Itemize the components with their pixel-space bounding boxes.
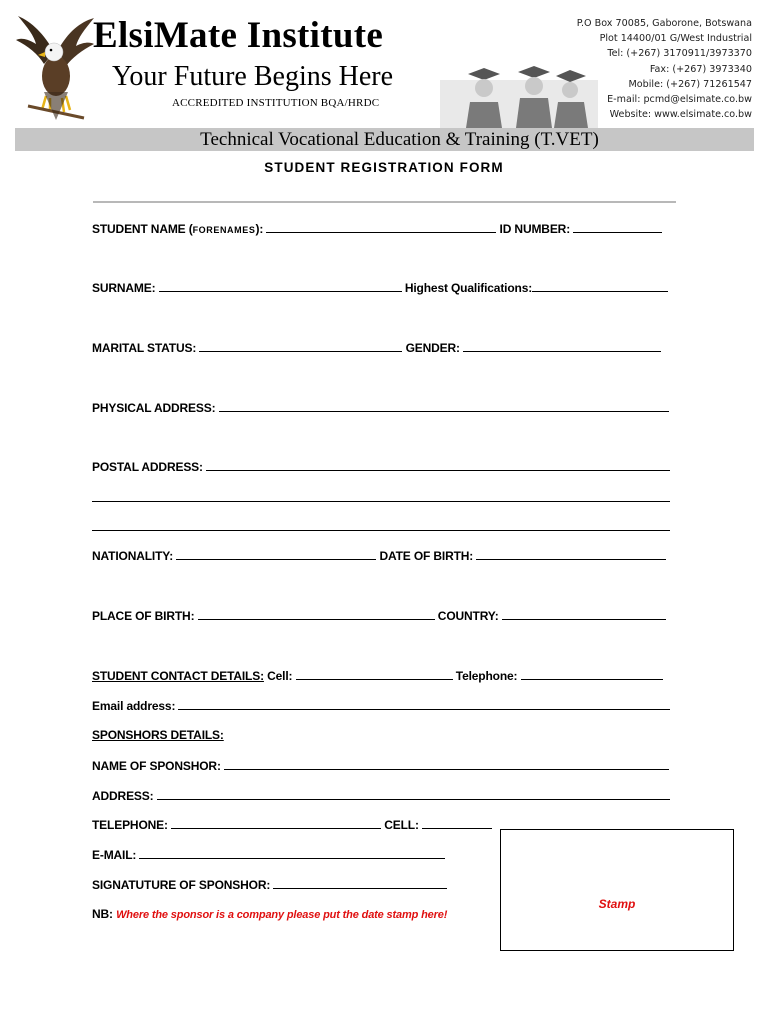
sponsor-address-label: ADDRESS: xyxy=(92,789,154,803)
gender-field[interactable] xyxy=(463,340,661,352)
nb-label: NB: xyxy=(92,907,113,921)
marital-status-label: MARITAL STATUS: xyxy=(92,341,197,355)
colon: : xyxy=(494,609,499,623)
email-address-row xyxy=(92,698,670,713)
sponsor-telephone-field[interactable] xyxy=(171,817,381,829)
sponsor-signature-field[interactable] xyxy=(273,877,447,889)
sponsor-email-field[interactable] xyxy=(139,847,445,859)
colon: : xyxy=(169,549,174,563)
highest-qualifications-label: Highest Qualifications xyxy=(404,281,529,295)
physical-address-row xyxy=(92,400,669,415)
postal-address-field-2[interactable] xyxy=(92,490,670,502)
email-address-label: Email address xyxy=(92,699,172,713)
sponsors-details-heading: SPONSHORS DETAILS: xyxy=(92,728,224,742)
student-name-field[interactable] xyxy=(266,221,496,233)
postal-address-row xyxy=(92,459,670,474)
title-divider xyxy=(93,201,676,203)
contact-tel: Tel: (+267) 3170911/3973370 xyxy=(607,48,752,60)
sponsors-heading-row xyxy=(92,728,224,742)
institute-name: ElsiMate Institute xyxy=(93,15,384,56)
cell-label: Cell: xyxy=(267,669,293,683)
contact-block xyxy=(492,16,752,122)
colon: : xyxy=(528,281,533,295)
sponsor-telephone-row xyxy=(92,817,492,832)
postal-address-label: POSTAL ADDRESS: xyxy=(92,460,203,474)
letterhead xyxy=(0,0,768,152)
sponsor-telephone-label: TELEPHONE: xyxy=(92,818,168,832)
contact-mobile: Mobile: (+267) 71261547 xyxy=(628,78,752,90)
name-of-sponsor-label: NAME OF SPONSHOR: xyxy=(92,759,221,773)
form-title: STUDENT REGISTRATION FORM xyxy=(264,160,504,175)
sponsor-name-row xyxy=(92,758,669,773)
student-name-row xyxy=(92,221,662,237)
colon: : xyxy=(171,699,176,713)
physical-address-field[interactable] xyxy=(219,400,669,412)
colon: : xyxy=(566,222,571,236)
contact-fax: Fax: (+267) 3973340 xyxy=(649,63,752,75)
postal-address-line-3 xyxy=(92,519,670,534)
contact-po-box: P.O Box 70085, Gaborone, Botswana xyxy=(576,18,752,29)
cell-field[interactable] xyxy=(296,668,453,680)
stamp-label: Stamp xyxy=(598,897,636,911)
forenames-label: FORENAMES xyxy=(192,225,256,235)
nationality-field[interactable] xyxy=(176,548,376,560)
tvet-banner-text: Technical Vocational Education & Training (T.VET) xyxy=(200,129,599,150)
physical-address-label: PHYSICAL ADDRESS: xyxy=(92,401,216,415)
surname-label: SURNAME xyxy=(92,281,152,295)
surname-row xyxy=(92,280,668,295)
sponsor-email-row xyxy=(92,847,445,862)
place-of-birth-row xyxy=(92,608,666,623)
student-contact-details-heading: STUDENT CONTACT DETAILS: xyxy=(92,669,264,683)
id-number-field[interactable] xyxy=(573,221,662,233)
nationality-label: NATIONALITY xyxy=(92,549,170,563)
date-of-birth-label: DATE OF BIRTH: xyxy=(379,549,474,563)
tvet-banner xyxy=(15,128,754,151)
stamp-box[interactable] xyxy=(500,829,734,951)
country-label: COUNTRY xyxy=(437,609,495,623)
nb-row xyxy=(92,907,447,922)
institute-tagline: Your Future Begins Here xyxy=(112,61,394,92)
email-address-field[interactable] xyxy=(178,698,670,710)
name-of-sponsor-field[interactable] xyxy=(224,758,669,770)
nb-note: Where the sponsor is a company please put the date stamp here! xyxy=(116,909,448,921)
sponsor-signature-label: SIGNATUTURE OF SPONSHOR: xyxy=(92,878,271,892)
accreditation-text: ACCREDITED INSTITUTION BQA/HRDC xyxy=(172,97,380,109)
student-name-label-close: ): xyxy=(255,222,264,236)
sponsor-cell-field[interactable] xyxy=(422,817,492,829)
highest-qualifications-field[interactable] xyxy=(532,280,668,292)
telephone-label: Telephone: xyxy=(455,669,518,683)
sponsor-address-row xyxy=(92,788,670,803)
sponsor-cell-label: CELL: xyxy=(384,818,419,832)
sponsor-email-label: E-MAIL: xyxy=(92,848,137,862)
nationality-row xyxy=(92,548,666,563)
sponsor-address-field[interactable] xyxy=(157,788,670,800)
colon: : xyxy=(456,341,460,355)
colon: : xyxy=(151,281,156,295)
postal-address-line-2 xyxy=(92,490,670,505)
place-of-birth-field[interactable] xyxy=(198,608,435,620)
country-field[interactable] xyxy=(502,608,666,620)
marital-status-row xyxy=(92,340,661,355)
date-of-birth-field[interactable] xyxy=(476,548,666,560)
marital-status-field[interactable] xyxy=(199,340,402,352)
place-of-birth-label: PLACE OF BIRTH: xyxy=(92,609,195,623)
contact-plot: Plot 14400/01 G/West Industrial xyxy=(599,33,752,45)
surname-field[interactable] xyxy=(159,280,402,292)
sponsor-signature-row xyxy=(92,877,447,892)
id-number-label: ID NUMBER xyxy=(499,222,567,236)
contact-website: Website: www.elsimate.co.bw xyxy=(609,109,752,121)
telephone-field[interactable] xyxy=(521,668,663,680)
postal-address-field[interactable] xyxy=(206,459,670,471)
gender-label: GENDER xyxy=(405,341,457,355)
student-name-label: STUDENT NAME ( xyxy=(92,222,193,236)
contact-email: E-mail: pcmd@elsimate.co.bw xyxy=(607,94,752,106)
eagle-logo-icon xyxy=(14,14,96,120)
contact-details-row xyxy=(92,668,663,683)
postal-address-field-3[interactable] xyxy=(92,519,670,531)
